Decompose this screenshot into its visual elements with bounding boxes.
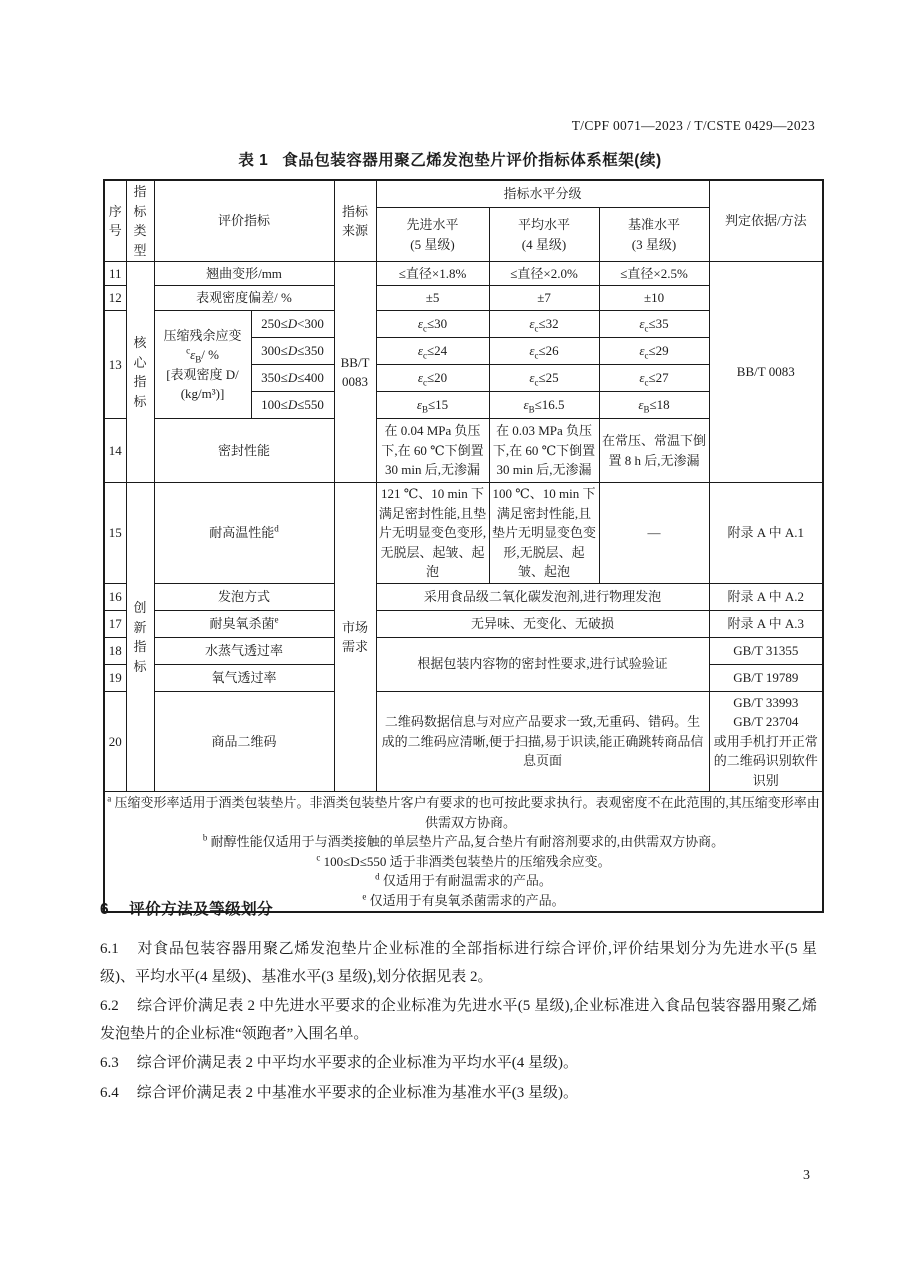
eps-value-cell: $\varepsilon_B\le 15$ [376, 392, 489, 419]
clause-6-4: 6.4 综合评价满足表 2 中基准水平要求的企业标准为基准水平(3 星级)。 [100, 1084, 578, 1101]
col-header-source: 指标 来源 [334, 180, 376, 262]
row16-indicator: 发泡方式 [154, 583, 334, 610]
eps-value-cell: $\varepsilon_c\le 26$ [489, 338, 599, 365]
density-range-cell: 300≤D≤350 [251, 338, 334, 365]
row20-judgment: GB/T 33993 GB/T 23704 或用手机打开正常的二维码识别软件识别 [709, 691, 823, 792]
footnote-d: $^d$ 仅适用于有耐温需求的产品。 [375, 871, 552, 888]
eps-value-cell: $\varepsilon_c\le 27$ [599, 365, 709, 392]
col-header-baseline: 基准水平 (3 星级) [599, 208, 709, 262]
row12-average: ±7 [489, 286, 599, 311]
row11-average: ≤直径×2.0% [489, 262, 599, 286]
row14-baseline: 在常压、常温下倒置 8 h 后,无渗漏 [599, 419, 709, 483]
eps-value-cell: $\varepsilon_c\le 30$ [376, 311, 489, 338]
col-header-grading: 指标水平分级 [376, 180, 709, 208]
eps-value-cell: $\varepsilon_B\le 18$ [599, 392, 709, 419]
row16-requirement: 采用食品级二氧化碳发泡剂,进行物理发泡 [376, 583, 709, 610]
row18-no: 18 [104, 637, 126, 664]
evaluation-table [103, 179, 824, 913]
row15-indicator: 耐高温性能$^d$ [154, 483, 334, 584]
row13-indicator-label: 压缩残余应变 $^c\varepsilon_B/$ % [表观密度 D/ (kg/m³)] [154, 311, 251, 419]
clause-6-3: 6.3 综合评价满足表 2 中平均水平要求的企业标准为平均水平(4 星级)。 [100, 1055, 578, 1072]
row12-indicator: 表观密度偏差/ % [154, 286, 334, 311]
row18-indicator: 水蒸气透过率 [154, 637, 334, 664]
col-header-indicator: 评价指标 [154, 180, 334, 262]
source-bbt0083: BB/T 0083 [334, 262, 376, 483]
row20-indicator: 商品二维码 [154, 691, 334, 792]
row14-average: 在 0.03 MPa 负压下,在 60 ℃下倒置 30 min 后,无渗漏 [489, 419, 599, 483]
row17-judgment: 附录 A 中 A.3 [709, 610, 823, 637]
row20-no: 20 [104, 691, 126, 792]
col-header-advanced: 先进水平 (5 星级) [376, 208, 489, 262]
row17-requirement: 无异味、无变化、无破损 [376, 610, 709, 637]
density-range-cell: 250≤D<300 [251, 311, 334, 338]
row18-19-requirement: 根据包装内容物的密封性要求,进行试验验证 [376, 637, 709, 691]
row14-advanced: 在 0.04 MPa 负压下,在 60 ℃下倒置 30 min 后,无渗漏 [376, 419, 489, 483]
row19-no: 19 [104, 664, 126, 691]
row14-indicator: 密封性能 [154, 419, 334, 483]
table-number: 表 1 [238, 152, 269, 169]
row12-no: 12 [104, 286, 126, 311]
row17-indicator: 耐臭氧杀菌$^e$ [154, 610, 334, 637]
eps-value-cell: $\varepsilon_c\le 20$ [376, 365, 489, 392]
row20-requirement: 二维码数据信息与对应产品要求一致,无重码、错码。生成的二维码应清晰,便于扫描,易于识读,能正确跳转商品信息页面 [376, 691, 709, 792]
row15-advanced: 121 ℃、10 min 下满足密封性能,且垫片无明显变色变形,无脱层、起皱、起泡 [376, 483, 489, 584]
row19-indicator: 氧气透过率 [154, 664, 334, 691]
eps-value-cell: $\varepsilon_c\le 32$ [489, 311, 599, 338]
density-range-cell: 350≤D≤400 [251, 365, 334, 392]
row11-no: 11 [104, 262, 126, 286]
source-market-demand: 市场 需求 [334, 483, 376, 792]
row12-baseline: ±10 [599, 286, 709, 311]
row18-judgment: GB/T 31355 [709, 637, 823, 664]
row15-no: 15 [104, 483, 126, 584]
clause-6-1: 6.1 对食品包装容器用聚乙烯发泡垫片企业标准的全部指标进行综合评价,评价结果划分为先进水平(5 星级)、平均水平(4 星级)、基准水平(3 星级),划分依据见表 2。 [100, 941, 817, 985]
table-footnotes [104, 792, 823, 913]
eps-value-cell: $\varepsilon_c\le 25$ [489, 365, 599, 392]
density-range-cell: 100≤D≤550 [251, 392, 334, 419]
section-heading: 6 评价方法及等级划分 [100, 901, 274, 918]
row15-average: 100 ℃、10 min 下满足密封性能,且垫片无明显变色变形,无脱层、起皱、起泡 [489, 483, 599, 584]
row12-advanced: ±5 [376, 286, 489, 311]
row11-indicator: 翘曲变形/mm [154, 262, 334, 286]
row13-no: 13 [104, 311, 126, 419]
type-innovation-indicator: 创新 指标 [126, 483, 154, 792]
row16-no: 16 [104, 583, 126, 610]
judgment-bbt0083: BB/T 0083 [709, 262, 823, 483]
table-title-text: 食品包装容器用聚乙烯发泡垫片评价指标体系框架(续) [282, 152, 662, 169]
row17-no: 17 [104, 610, 126, 637]
col-header-seq: 序 号 [104, 180, 126, 262]
col-header-type: 指标 类型 [126, 180, 154, 262]
row11-baseline: ≤直径×2.5% [599, 262, 709, 286]
section-6 [100, 897, 817, 1110]
eps-value-cell: $\varepsilon_c\le 29$ [599, 338, 709, 365]
footnote-a: $^a$ 压缩变形率适用于酒类包装垫片。非酒类包装垫片客户有要求的也可按此要求执行。表观密度不在此范围的,其压缩变形率由供需双方协商。 [107, 793, 820, 830]
clause-6-2: 6.2 综合评价满足表 2 中先进水平要求的企业标准为先进水平(5 星级),企业标准进入食品包装容器用聚乙烯发泡垫片的企业标准“领跑者”入围名单。 [100, 998, 817, 1042]
type-core-indicator: 核心 指标 [126, 262, 154, 483]
col-header-judgment: 判定依据/方法 [709, 180, 823, 262]
footnote-e: $^e$ 仅适用于有臭氧杀菌需求的产品。 [362, 891, 565, 908]
footnote-c: $^c$ 100≤D≤550 适于非酒类包装垫片的压缩残余应变。 [316, 852, 611, 869]
eps-value-cell: $\varepsilon_c\le 24$ [376, 338, 489, 365]
page-number: 3 [803, 1168, 810, 1183]
col-header-average: 平均水平 (4 星级) [489, 208, 599, 262]
table-title [0, 148, 900, 170]
row15-judgment: 附录 A 中 A.1 [709, 483, 823, 584]
row14-no: 14 [104, 419, 126, 483]
footnote-b: $^b$ 耐醇性能仅适用于与酒类接触的单层垫片产品,复合垫片有耐溶剂要求的,由供需双方协商。 [202, 832, 725, 849]
row16-judgment: 附录 A 中 A.2 [709, 583, 823, 610]
doc-reference: T/CPF 0071—2023 / T/CSTE 0429—2023 [571, 118, 815, 133]
eps-value-cell: $\varepsilon_B\le 16.5$ [489, 392, 599, 419]
eps-value-cell: $\varepsilon_c\le 35$ [599, 311, 709, 338]
row15-baseline: — [599, 483, 709, 584]
row11-advanced: ≤直径×1.8% [376, 262, 489, 286]
row19-judgment: GB/T 19789 [709, 664, 823, 691]
